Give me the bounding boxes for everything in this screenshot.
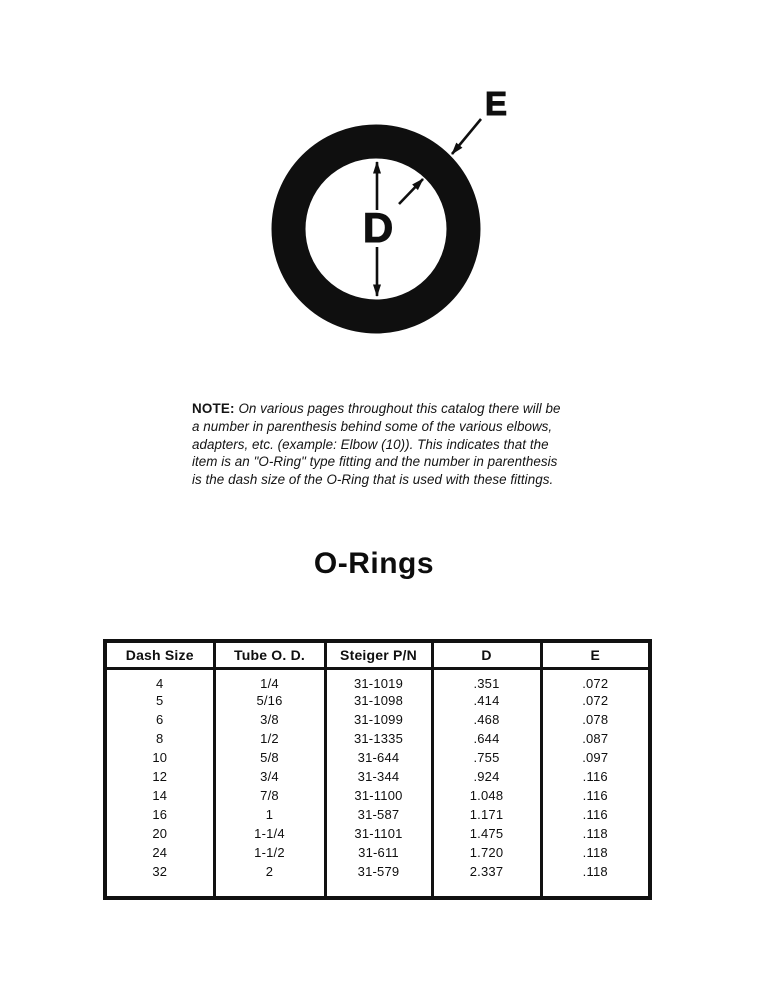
note-label: NOTE: (192, 401, 235, 416)
table-cell: 4 (105, 668, 214, 691)
table-cell: 1.720 (432, 843, 541, 862)
table-row (105, 767, 650, 786)
table-cell: .072 (541, 668, 650, 691)
table-row (105, 729, 650, 748)
table-cell: 24 (105, 843, 214, 862)
table-cell: .116 (541, 767, 650, 786)
table-cell: .097 (541, 748, 650, 767)
table-cell: 1-1/2 (214, 843, 325, 862)
table-cell: 12 (105, 767, 214, 786)
table-filler-cell (325, 881, 432, 898)
note-line: is the dash size of the O-Ring that is used with these fittings. (192, 472, 554, 488)
table-row (105, 862, 650, 881)
oring-diagram (250, 80, 530, 350)
table-cell: .078 (541, 710, 650, 729)
table-cell: .351 (432, 668, 541, 691)
table-row (105, 824, 650, 843)
table-cell: 31-1019 (325, 668, 432, 691)
table-cell: 1/2 (214, 729, 325, 748)
table-cell: 31-587 (325, 805, 432, 824)
note-line: adapters, etc. (example: Elbow (10)). This indicates that the (192, 436, 549, 452)
table-cell: 1 (214, 805, 325, 824)
table-cell: 32 (105, 862, 214, 881)
table-cell: 6 (105, 710, 214, 729)
orings-table (103, 639, 652, 900)
table-cell: 5/16 (214, 691, 325, 710)
table-cell: 14 (105, 786, 214, 805)
table-cell: 1.171 (432, 805, 541, 824)
col-header-e: E (541, 641, 650, 668)
col-header-dash-size: Dash Size (105, 641, 214, 668)
table-cell: 31-579 (325, 862, 432, 881)
table-cell: 3/4 (214, 767, 325, 786)
table-cell: 31-1101 (325, 824, 432, 843)
table-cell: 31-344 (325, 767, 432, 786)
note-line: a number in parenthesis behind some of the various elbows, (192, 418, 553, 434)
table-cell: .087 (541, 729, 650, 748)
table-cell: 16 (105, 805, 214, 824)
table-cell: 7/8 (214, 786, 325, 805)
table-cell: .414 (432, 691, 541, 710)
table-filler-cell (541, 881, 650, 898)
table-row (105, 668, 650, 691)
table-header-row (105, 641, 650, 668)
table-cell: .116 (541, 805, 650, 824)
table-cell: 31-1098 (325, 691, 432, 710)
table-row (105, 805, 650, 824)
table-cell: .644 (432, 729, 541, 748)
table-cell: 31-1335 (325, 729, 432, 748)
col-header-tube-od: Tube O. D. (214, 641, 325, 668)
table-cell: .118 (541, 862, 650, 881)
e-leader-arrow (452, 119, 481, 154)
table-filler-cell (105, 881, 214, 898)
table-cell: 3/8 (214, 710, 325, 729)
table-cell: 5 (105, 691, 214, 710)
table-cell: .468 (432, 710, 541, 729)
table-cell: 1/4 (214, 668, 325, 691)
col-header-d: D (432, 641, 541, 668)
note-text: On various pages throughout this catalog there will be (238, 401, 561, 416)
table-cell: 20 (105, 824, 214, 843)
note-paragraph (192, 400, 572, 489)
table-cell: 10 (105, 748, 214, 767)
table-filler-row (105, 881, 650, 898)
table-cell: .924 (432, 767, 541, 786)
table-row (105, 691, 650, 710)
table-cell: .118 (541, 843, 650, 862)
diagram-label-d: D (362, 204, 394, 251)
table-cell: .116 (541, 786, 650, 805)
table-cell: 31-644 (325, 748, 432, 767)
diagram-label-e: E (484, 85, 508, 122)
table-cell: 5/8 (214, 748, 325, 767)
table-filler-cell (214, 881, 325, 898)
table-cell: 1.048 (432, 786, 541, 805)
table-cell: 8 (105, 729, 214, 748)
table-cell: 1.475 (432, 824, 541, 843)
table-cell: 31-1100 (325, 786, 432, 805)
table-cell: .072 (541, 691, 650, 710)
table-cell: 31-1099 (325, 710, 432, 729)
col-header-steiger-pn: Steiger P/N (325, 641, 432, 668)
note-line (192, 400, 572, 418)
table-row (105, 710, 650, 729)
table-cell: 31-611 (325, 843, 432, 862)
table-cell: .755 (432, 748, 541, 767)
note-line: item is an "O-Ring" type fitting and the number in parenthesis (192, 454, 558, 470)
page-title: O-Rings (313, 547, 435, 580)
table-cell: 2.337 (432, 862, 541, 881)
table-row (105, 843, 650, 862)
table-row (105, 748, 650, 767)
table-cell: 1-1/4 (214, 824, 325, 843)
table-filler-cell (432, 881, 541, 898)
table-row (105, 786, 650, 805)
e-thickness-arrow (399, 179, 423, 204)
table-cell: 2 (214, 862, 325, 881)
table-cell: .118 (541, 824, 650, 843)
